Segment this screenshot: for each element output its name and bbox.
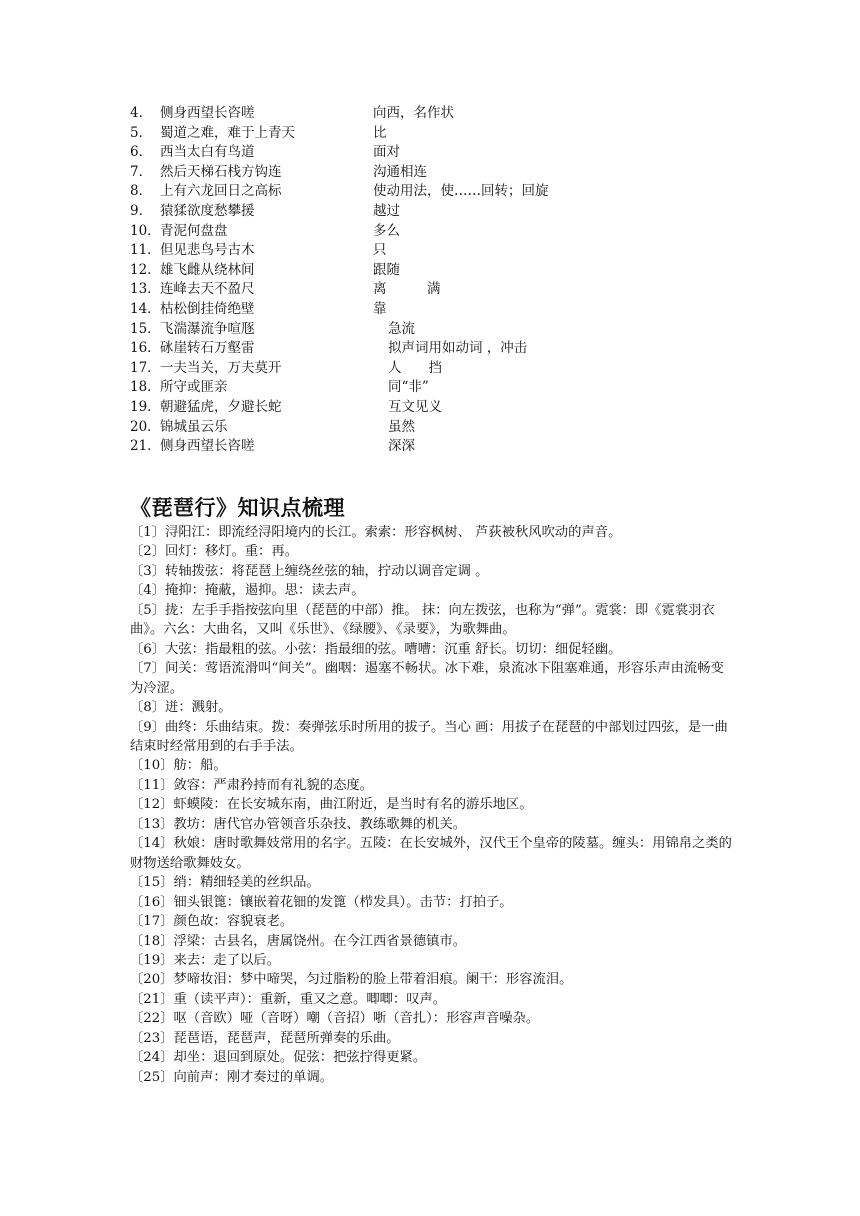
note-item: 〔22〕呕（音欧）哑（音呀）嘲（音招）哳（音扎）：形容声音噪杂。 [130, 1011, 540, 1027]
annotation-notes [130, 523, 735, 1087]
vocab-num: 18． [130, 379, 161, 396]
note-item: 〔8〕迸：溅射。 [130, 700, 232, 716]
note-item: 〔3〕转轴拨弦：将琵琶上缠绕丝弦的轴，拧动以调音定调 。 [130, 563, 489, 579]
note-item: 〔5〕拢：左手手指按弦向里（琵琶的中部）推。 抹：向左拨弦，也称为“弹”。霓裳：即《霓裳羽衣曲》。六幺：大曲名，又叫《乐世》、《绿腰》、《录要》，为歌舞曲。 [130, 602, 715, 638]
vocab-num: 9． [130, 202, 153, 219]
vocab-num: 4． [130, 105, 153, 121]
vocab-meaning: 面对 [373, 144, 400, 161]
note-item: 〔10〕舫：船。 [130, 758, 227, 774]
note-item: 〔21〕重（读平声）：重新，重又之意。唧唧：叹声。 [130, 991, 447, 1007]
section-title: 《琵琶行》知识点梳理 [130, 496, 345, 520]
vocab-phrase: 侧身西望长咨嗟 [160, 105, 255, 121]
vocab-num: 17． [130, 359, 161, 376]
vocab-meaning: 只 [373, 242, 387, 259]
note-item: 〔20〕梦啼妆泪：梦中啼哭，匀过脂粉的脸上带着泪痕。阑干：形容流泪。 [130, 972, 573, 988]
vocab-num: 11． [130, 242, 161, 259]
note-item: 〔13〕教坊：唐代官办管领音乐杂技、教练歌舞的机关。 [130, 816, 467, 832]
vocab-phrase: 所守或匪亲 [160, 379, 228, 396]
vocab-phrase: 但见悲鸟号古木 [160, 242, 255, 259]
vocab-meaning: 越过 [373, 202, 400, 219]
vocab-meaning: 急流 [388, 320, 415, 337]
note-item: 〔15〕绡：精细轻美的丝织品。 [130, 875, 320, 891]
vocab-meaning: 深深 [388, 438, 415, 455]
vocabulary-list [130, 104, 750, 457]
vocab-row [130, 437, 750, 457]
note-item: 〔18〕浮梁：古县名，唐属饶州。在今江西省景德镇市。 [130, 933, 467, 949]
vocab-phrase: 西当太白有鸟道 [160, 144, 255, 161]
vocab-meaning: 沟通相连 [373, 163, 427, 180]
vocab-meaning: 跟随 [373, 261, 400, 278]
note-item: 〔12〕虾蟆陵：在长安城东南，曲江附近，是当时有名的游乐地区。 [130, 797, 533, 813]
vocab-phrase: 砯崖转石万壑雷 [160, 340, 255, 357]
vocab-row [130, 378, 750, 398]
vocab-phrase: 雄飞雌从绕林间 [160, 261, 255, 278]
vocab-num: 12． [130, 261, 161, 278]
vocab-meaning: 互文见义 [388, 398, 442, 415]
vocab-meaning: 多么 [373, 222, 400, 239]
vocab-row [130, 222, 750, 242]
note-item: 〔23〕琵琶语，琵琶声，琵琶所弹奏的乐曲。 [130, 1030, 400, 1046]
note-item: 〔7〕间关：莺语流滑叫“间关”。幽咽：遏塞不畅状。冰下难，泉流冰下阻塞难通，形容乐声由流畅变为冷涩。 [130, 661, 724, 696]
vocab-phrase: 一夫当关，万夫莫开 [160, 359, 282, 376]
vocab-row [130, 261, 750, 281]
vocab-phrase: 侧身西望长咨嗟 [160, 438, 255, 455]
vocab-phrase: 飞湍瀑流争喧豗 [160, 320, 255, 337]
vocab-row [130, 300, 750, 320]
vocab-phrase: 锦城虽云乐 [160, 418, 228, 435]
vocab-num: 14． [130, 300, 161, 317]
vocab-row [130, 163, 750, 183]
note-item: 〔1〕浔阳江：即流经浔阳境内的长江。索索：形容枫树、 芦荻被秋风吹动的声音。 [130, 525, 622, 540]
vocab-row [130, 359, 750, 379]
vocab-row [130, 418, 750, 438]
vocab-phrase: 枯松倒挂倚绝壁 [160, 300, 255, 317]
vocab-num: 6． [130, 144, 153, 161]
vocab-phrase: 连峰去天不盈尺 [160, 281, 255, 298]
vocab-row [130, 124, 750, 144]
vocab-meaning: 离 满 [373, 281, 441, 298]
vocab-meaning: 向西，名作状 [373, 105, 454, 121]
note-item: 〔9〕曲终：乐曲结束。拨：奏弹弦乐时所用的拔子。当心 画：用拔子在琵琶的中部划过四弦，是一曲结束时经常用到的右手手法。 [130, 719, 728, 754]
note-item: 〔19〕来去：走了以后。 [130, 952, 280, 968]
note-item: 〔2〕回灯：移灯。重：再。 [130, 544, 299, 560]
vocab-meaning: 比 [373, 124, 387, 141]
vocab-num: 8． [130, 183, 153, 200]
vocab-phrase: 蜀道之难，难于上青天 [160, 124, 295, 141]
vocab-row [130, 320, 750, 340]
note-item: 〔17〕颜色故：容貌衰老。 [130, 914, 294, 930]
vocab-row [130, 398, 750, 418]
note-item: 〔4〕掩抑：掩蔽，遏抑。思：读去声。 [130, 583, 365, 599]
note-item: 〔11〕敛容：严肃矜持而有礼貌的态度。 [130, 777, 373, 793]
note-item: 〔24〕却坐：退回到原处。促弦：把弦拧得更紧。 [130, 1050, 427, 1066]
vocab-meaning: 使动用法，使……回转；回旋 [373, 183, 549, 200]
vocab-row [130, 280, 750, 300]
vocab-meaning: 虽然 [388, 418, 415, 435]
vocab-row [130, 182, 750, 202]
vocab-num: 21． [130, 438, 161, 455]
vocab-phrase: 然后天梯石栈方钩连 [160, 163, 282, 180]
vocab-meaning: 靠 [373, 300, 387, 317]
vocab-phrase: 猿猱欲度愁攀援 [160, 202, 255, 219]
vocab-phrase: 朝避猛虎，夕避长蛇 [160, 398, 282, 415]
vocab-num: 19． [130, 398, 161, 415]
note-item: 〔14〕秋娘：唐时歌舞妓常用的名字。五陵：在长安城外，汉代王个皇帝的陵墓。缠头：用锦帛之类的财物送给歌舞妓女。 [130, 836, 732, 871]
note-item: 〔6〕大弦：指最粗的弦。小弦：指最细的弦。嘈嘈：沉重 舒长。切切：细促轻幽。 [130, 641, 622, 657]
vocab-meaning: 拟声词用如动词 ，冲击 [388, 340, 528, 357]
vocab-meaning: 人 挡 [388, 359, 442, 376]
vocab-num: 13． [130, 281, 161, 298]
vocab-num: 7． [130, 163, 153, 180]
vocab-num: 20． [130, 418, 161, 435]
vocab-phrase: 青泥何盘盘 [160, 222, 228, 239]
note-item: 〔25〕向前声：刚才奏过的单调。 [130, 1069, 334, 1085]
vocab-row [130, 104, 750, 124]
vocab-phrase: 上有六龙回日之高标 [160, 183, 282, 200]
vocab-row [130, 202, 750, 222]
vocab-meaning: 同“非” [388, 379, 429, 396]
note-item: 〔16〕钿头银篦：镶嵌着花钿的发篦（栉发具）。击节：打拍子。 [130, 894, 513, 910]
vocab-row [130, 143, 750, 163]
vocab-num: 16． [130, 340, 161, 357]
vocab-num: 10． [130, 222, 161, 239]
vocab-num: 5． [130, 124, 153, 141]
vocab-row [130, 241, 750, 261]
vocab-row [130, 339, 750, 359]
vocab-num: 15． [130, 320, 161, 337]
